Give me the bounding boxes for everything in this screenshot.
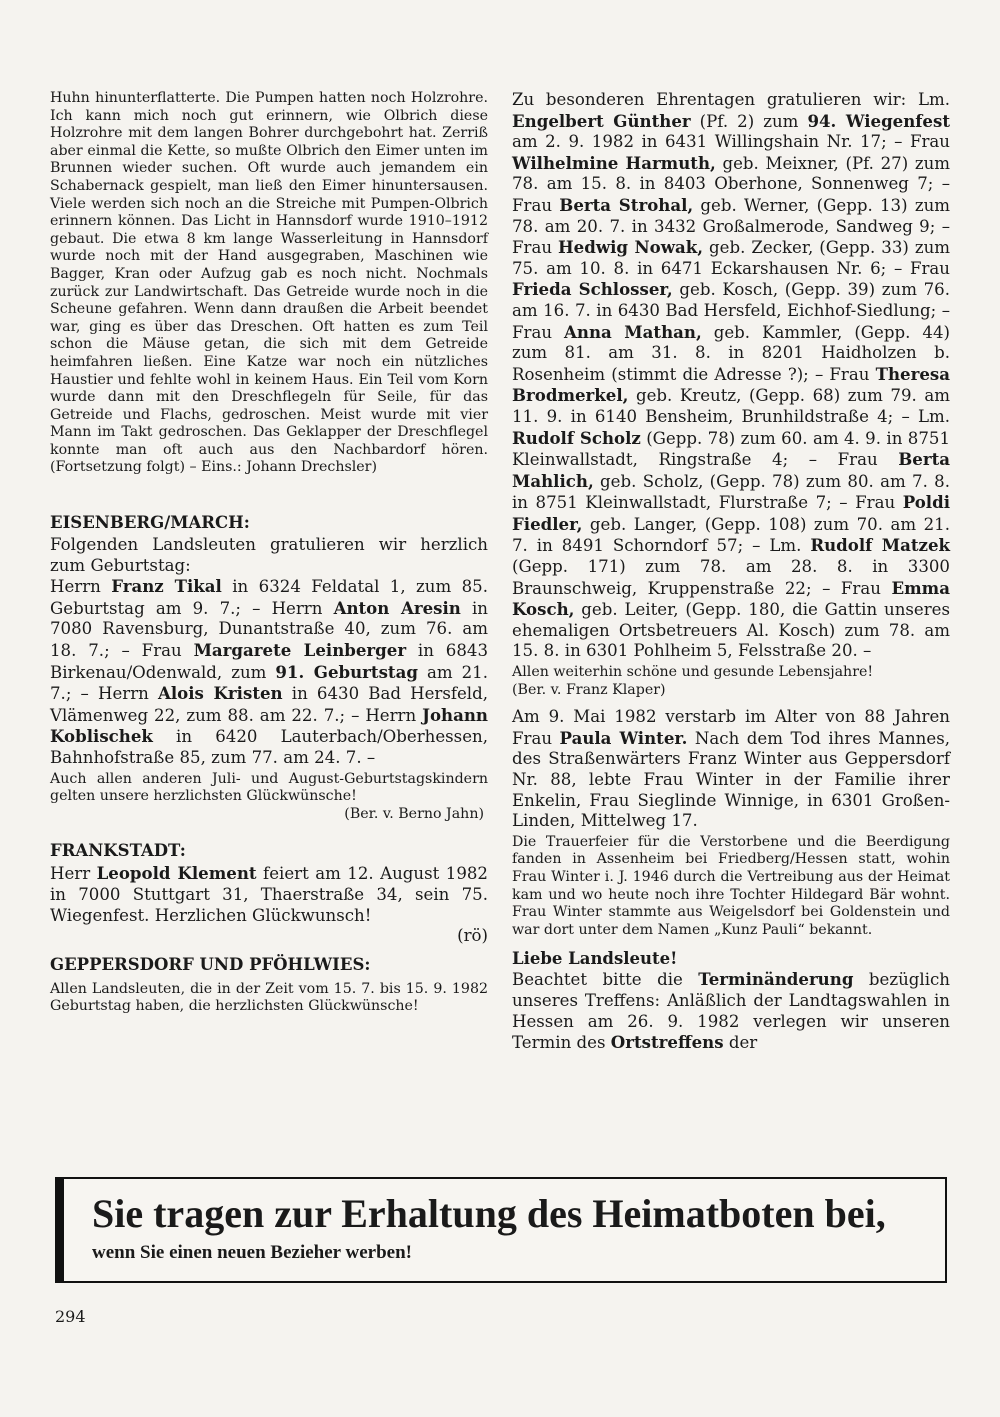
geppersdorf-text: Allen Landsleuten, die in der Zeit vom 15. 7. bis 15. 9. 1982 Geburtstag haben, die herzlichsten Glückwünsche! bbox=[50, 980, 488, 1015]
congratulations-list: Zu besonderen Ehrentagen gratulieren wir: Lm. Engelbert Günther (Pf. 2) zum 94. Wiegenfest am 2. 9. 1982 in 6431 Willingshain Nr. 17; – Frau Wilhelmine Harmuth, geb. Meixner, (Pf. 27) zum 78. am 15. 8. in 8403 Oberhone, Sonnenweg 7; – Frau Berta Strohal, geb. Werner, (Gepp. 13) zum 78. am 20. 7. in 3432 Großalmerode, Sandweg 9; – Frau Hedwig Nowak, geb. Zecker, (Gepp. 33) zum 75. am 10. 8. in 6471 Eckarshausen Nr. 6; – Frau Frieda Schlosser, geb. Kosch, (Gepp. 39) zum 76. am 16. 7. in 6430 Bad Hersfeld, Eichhof-Siedlung; – Frau Anna Mathan, geb. Kammler, (Gepp. 44) zum 81. am 31. 8. in 8201 Haidholzen b. Rosenheim (stimmt die Adresse ?); – Frau Theresa Brodmerkel, geb. Kreutz, (Gepp. 68) zum 79. am 11. 9. in 6140 Bensheim, Brunhildstraße 4; – Lm. Rudolf Scholz (Gepp. 78) zum 60. am 4. 9. in 8751 Kleinwallstadt, Ringstraße 4; – Frau Berta Mahlich, geb. Scholz, (Gepp. 78) zum 80. am 7. 8. in 8751 Kleinwallstadt, Flurstraße 7; – Frau Poldi Fiedler, geb. Langer, (Gepp. 108) zum 70. am 21. 7. in 8491 Schorndorf 57; – Lm. Rudolf Matzek (Gepp. 171) zum 78. am 28. 8. in 3300 Braunschweig, Kruppenstraße 22; – Frau Emma Kosch, geb. Leiter, (Gepp. 180, die Gattin unseres ehemaligen Ortsbetreuers Al. Kosch) zum 78. am 15. 8. in 6301 Pohlheim 5, Felsstraße 20. – bbox=[512, 90, 951, 661]
section-heading-frankstadt: FRANKSTADT: bbox=[50, 841, 186, 861]
continuation-article: Huhn hinunterflatterte. Die Pumpen hatten noch Holzrohre. Ich kann mich noch gut erinnern, wie Olbrich diese Holzrohre mit dem langen Bohrer durchgebohrt hat. Zerriß aber einmal die Kette, so mußte Olbrich den Eimer unten im Brunnen wieder suchen. Oft wurde auch jemandem ein Schabernack gespielt, man ließ den Eimer hinuntersausen. Viele werden sich noch an die Streiche mit Pumpen-Olbrich erinnern können. Das Licht in Hannsdorf wurde 1910–1912 gebaut. Die etwa 8 km lange Wasserleitung in Hannsdorf wurde noch mit der Hand ausgegraben, Maschinen wie Bagger, Kran oder Aufzug gab es noch nicht. Nochmals zurück zur Landwirtschaft. Das Getreide wurde noch in die Scheune gefahren. Wenn dann draußen die Arbeit beendet war, ging es über das Dreschen. Oft hatten es zum Teil schon die Mäuse getan, die sich mit dem Getreide heimfahren ließen. Eine Katze war noch ein nützliches Haustier und fehlte wohl in keinem Haus. Ein Teil vom Korn wurde dann mit den Dreschflegeln für Seile, für das Getreide und Flachs, gedroschen. Meist wurde mit vier Mann im Takt gedroschen. Das Geklapper der Dreschflegel konnte man oft auch aus den Nachbardorf hören. (Fortsetzung folgt) – Eins.: Johann Drechsler) bbox=[50, 90, 488, 476]
eisenberg-closing: Auch allen anderen Juli- und August-Geburtstagskindern gelten unsere herzlichsten Glückwünsche! bbox=[50, 770, 488, 805]
page-number: 294 bbox=[55, 1307, 86, 1326]
left-column bbox=[50, 90, 488, 1016]
section-heading-eisenberg: EISENBERG/MARCH: bbox=[50, 513, 250, 533]
banner-subline: wenn Sie einen neuen Bezieher werben! bbox=[92, 1242, 412, 1263]
right-column bbox=[512, 90, 950, 1054]
eisenberg-intro: Folgenden Landsleuten gratulieren wir herzlich zum Geburtstag: bbox=[50, 535, 488, 575]
subscriber-banner bbox=[55, 1177, 947, 1283]
eisenberg-birthdays: Herrn Franz Tikal in 6324 Feldatal 1, zum 85. Geburtstag am 9. 7.; – Herrn Anton Aresin in 7080 Ravensburg, Dunantstraße 40, zum 76. am 18. 7.; – Frau Margarete Leinberger in 6843 Birkenau/Odenwald, zum 91. Geburtstag am 21. 7.; – Herrn Alois Kristen in 6430 Bad Hersfeld, Vlämenweg 22, zum 88. am 22. 7.; – Herrn Johann Koblischek in 6420 Lauterbach/Oberhessen, Bahnhofstraße 85, zum 77. am 24. 7. – bbox=[50, 576, 489, 767]
notice-heading: Liebe Landsleute! bbox=[512, 949, 678, 969]
frankstadt-text: Herr Leopold Klement feiert am 12. August 1982 in 7000 Stuttgart 31, Thaerstraße 34, sein 75. Wiegenfest. Herzlichen Glückwunsch! bbox=[50, 863, 488, 925]
obituary-text: Am 9. Mai 1982 verstarb im Alter von 88 Jahren Frau Paula Winter. Nach dem Tod ihres Mannes, des Straßenwärters Franz Winter aus Geppersdorf Nr. 88, lebte Frau Winter in der Familie ihrer Enkelin, Frau Sieglinde Winnige, in 6301 Großen-Linden, Mittelweg 17. bbox=[512, 707, 950, 831]
section-heading-geppersdorf: GEPPERSDORF UND PFÖHLWIES: bbox=[50, 954, 371, 974]
frankstadt-credit: (rö) bbox=[457, 926, 488, 946]
funeral-text: Die Trauerfeier für die Verstorbene und die Beerdigung fanden in Assenheim bei Friedberg/Hessen statt, wohin Frau Winter i. J. 1946 durch die Vertreibung aus der Heimat kam und wo heute noch ihre Tochter Hildegard Bär wohnt. Frau Winter stammte aus Weigelsdorf bei Goldenstein und war dort unter dem Namen „Kunz Pauli“ bekannt. bbox=[512, 833, 950, 938]
congratulations-credit: (Ber. v. Franz Klaper) bbox=[512, 681, 666, 698]
banner-headline: Sie tragen zur Erhaltung des Heimatboten bei, bbox=[92, 1191, 886, 1236]
notice-text: Beachtet bitte die Terminänderung bezüglich unseres Treffens: Anläßlich der Landtagswahlen in Hessen am 26. 9. 1982 verlegen wir unseren Termin des Ortstreffens der bbox=[512, 969, 950, 1053]
congratulations-wishes: Allen weiterhin schöne und gesunde Lebensjahre! bbox=[512, 664, 874, 681]
eisenberg-credit: (Ber. v. Berno Jahn) bbox=[344, 805, 484, 822]
